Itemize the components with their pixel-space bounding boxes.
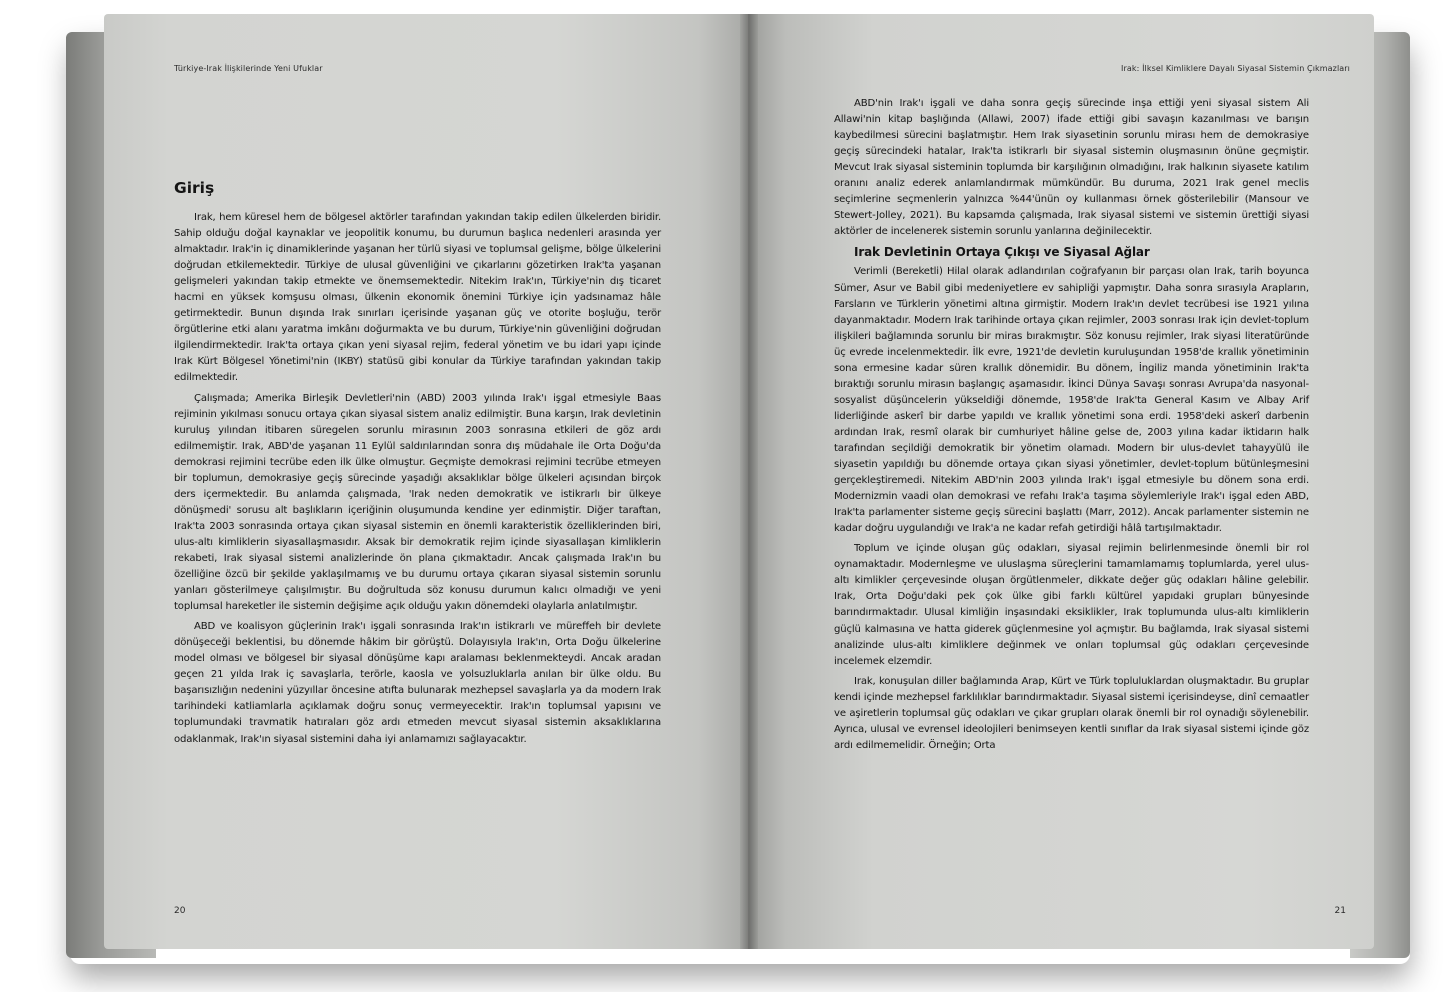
left-paragraph-2: Çalışmada; Amerika Birleşik Devletleri'nin (ABD) 2003 yılında Irak'ı işgal etmesiyle Baas rejiminin yıkılması sonucu ortaya çıkan siyasal sistem analiz edilmiştir. Buna karşın, Irak devletinin kuruluş yılından itibaren süregelen sorunlu mirasının 2003 sonrasına etkileri de göz ardı edilmemiştir. Irak, ABD'de yaşanan 11 Eylül saldırılarından sonra dış müdahale ile Orta Doğu'da demokrasi rejimini tecrübe eden ilk ülke olmuştur. Geçmişte demokrasi rejimini tecrübe etmeyen bir toplumun, demokrasiye geçiş sürecinde yaşadığı aksaklıklar bölge ülkeleri açısından birçok ders içermektedir. Bu anlamda çalışmada, 'Irak neden demokratik ve istikrarlı bir ülkeye dönüşmedi' sorusu alt başlıkların içeriğinin oluşumunda kendine yer edinmiştir. Diğer taraftan, Irak'ta 2003 sonrasında ortaya çıkan siyasal sistemin en önemli karakteristik özelliklerinden biri, ulus-altı kimliklerin siyasallaşmasıdır. Aksak bir demokratik rejim içinde siyasallaşan kimliklerin rekabeti, Irak siyasal sistemi analizlerinde ön plana çıkmaktadır. Ancak çalışmada Irak'ın bu özelliğine özcü bir şekilde yaklaşılmamış ve bu durumu ortaya çıkaran siyasal sistemin sorunlu yanları gösterilmeye çalışılmıştır. Bu doğrultuda söz konusu durumun kalıcı olmadığı ve yeni toplumsal hareketler ile sistemin değişime açık olduğu yakın dönemdeki olaylarla anlatılmıştır. [174,392,661,613]
right-paragraph-4: Irak, konuşulan diller bağlamında Arap, Kürt ve Türk topluluklardan oluşmaktadır. Bu gruplar kendi içinde mezhepsel farklılıklar barındırmaktadır. Siyasal sistemi içerisindeyse, dinî cemaatler ve aşiretlerin toplumsal güç odakları ve çıkar grupları olarak önemli bir rol oynadığı söylenebilir. Ayrıca, ulusal ve evrensel ideolojileri benimseyen kentli sınıflar da Irak siyasal sistemi içinde göz ardı edilmemelidir. Örneğin; Orta [834,675,1309,751]
left-paragraph-1: Irak, hem küresel hem de bölgesel aktörler tarafından yakından takip edilen ülkelerden biridir. Sahip olduğu doğal kaynaklar ve jeopolitik konumu, bu durumun başlıca nedenleri arasında yer almaktadır. Irak'in iç dinamiklerinde yaşanan her türlü siyasi ve toplumsal gelişme, bölge ülkelerini doğrudan etkilemektedir. Türkiye de ulusal güvenliğini ve çıkarlarını gözetirken Irak'ta yaşanan gelişmeleri yakından takip etmekte ve önemsemektedir. Nitekim Irak'ın, Türkiye'nin dış ticaret hacmi en yüksek komşusu olması, ülkenin ekonomik önemini Türkiye için yadsınamaz hâle getirmektedir. Bunun dışında Irak sınırları içerisinde yaşanan güç ve otorite boşluğu, terör örgütlerine etki alanı yaratma imkânı doğurmakta ve bu durum, Türkiye'nin güvenliğini doğrudan ilgilendirmektedir. Irak'ta ortaya çıkan yeni siyasal rejim, federal yönetim ve bu idari yapı içinde Irak Kürt Bölgesel Yönetimi'nin (IKBY) statüsü gibi konular da Türkiye tarafından yakından takip edilmektedir. [174,212,661,384]
left-paragraph-3: ABD ve koalisyon güçlerinin Irak'ı işgali sonrasında Irak'ın istikrarlı ve müreffeh bir devlete dönüşeceği beklentisi, bu dönemde hâkim bir görüştü. Dolayısıyla Irak'ın, Orta Doğu ülkelerine model olması ve bölgesel bir siyasal dönüşüme kapı aralaması beklenmekteydi. Ancak aradan geçen 21 yılda Irak iç savaşlarla, terörle, kaosla ve yolsuzluklarla anılan bir ülke oldu. Bu başarısızlığın nedenini yüzyıllar öncesine atıfta bulunarak mezhepsel savaşlarla ya da modern Irak tarihindeki katliamlarla açıklamak doğru sonuç vermeyecektir. Irak'ın toplumsal yapısını ve toplumundaki travmatik hatıraları göz ardı etmeden mevcut siyasal sistemin aksaklıklarına odaklanmak, Irak'ın siyasal sistemini daha iyi anlamamızı sağlayacaktır. [174,621,661,745]
right-page-number: 21 [1334,906,1346,916]
right-paragraph-1: ABD'nin Irak'ı işgali ve daha sonra geçiş sürecinde inşa ettiği yeni siyasal sistem Ali Allawi'nin kitap başlığında (Allawi, 2007) ifade ettiği gibi savaşın kazanılması ve barışın kaybedilmesi sürecini başlatmıştır. Hem Irak siyasetinin sorunlu mirası hem de demokrasiye geçiş sürecindeki hatalar, Irak'ta istikrarlı bir siyasal sistemin oluşmasının önüne geçmiştir. Mevcut Irak siyasal sisteminin toplumda bir karşılığının olmadığını, Irak halkının siyasete katılım oranını analiz ederek anlamlandırmak mümkündür. Bu duruma, 2021 Irak genel meclis seçimlerine seçmenlerin yalnızca %44'ünün oy kullanması örnek gösterilebilir (Mansour ve Stewert-Jolley, 2021). Bu kapsamda çalışmada, Irak siyasal sistemi ve sistemin ürettiği siyasi aktörler de incelenerek sistemin sorunlu yanlarına değinilecektir. [834,98,1309,238]
left-running-head: Türkiye-Irak İlişkilerinde Yeni Ufuklar [174,64,323,73]
right-paragraph-3: Toplum ve içinde oluşan güç odakları, siyasal rejimin belirlenmesinde önemli bir rol oynamaktadır. Modernleşme ve uluslaşma süreçlerini tamamlamamış toplumlarda, yerel ulus-altı kimlikler çerçevesinde oluşan örgütlenmeler, dikkate değer güç odakları hâline gelebilir. Irak, Orta Doğu'daki pek çok ülke gibi farklı kültürel yapıdaki grupları bünyesinde barındırmaktadır. Ulusal kimliğin inşasındaki eksiklikler, Irak toplumunda ulus-altı kimliklerin güçlü kalmasına ve hatta giderek güçlenmesine yol açmıştır. Bu bağlamda, Irak siyasal sistemi analizinde ulus-altı kimliklere değinmek ve onları toplumsal güç odakları çerçevesinde incelemek elzemdir. [834,543,1309,667]
left-page-number: 20 [174,906,186,916]
left-page [104,14,750,949]
book-gutter [740,14,758,949]
right-running-head: Irak: İlksel Kimliklere Dayalı Siyasal Sistemin Çıkmazları [1121,64,1350,73]
left-body-text [174,210,661,752]
section-title: Irak Devletinin Ortaya Çıkışı ve Siyasal Ağlar [854,245,1150,260]
open-book [40,14,1410,959]
right-body-text [834,96,1309,758]
chapter-title: Giriş [174,179,215,197]
right-page [748,14,1374,949]
right-paragraph-2: Verimli (Bereketli) Hilal olarak adlandırılan coğrafyanın bir parçası olan Irak, tarih boyunca Sümer, Asur ve Babil gibi medeniyetlere ev sahipliği yapmıştır. Daha sonra sırasıyla Arapların, Farsların ve Türklerin yönetimi altına girmiştir. Modern Irak'ın devlet tecrübesi ise 1921 yılına dayanmaktadır. Modern Irak tarihinde ortaya çıkan rejimler, 2003 sonrası Irak için devlet-toplum ilişkileri bağlamında sorunlu bir miras bırakmıştır. Söz konusu rejimler, Irak siyasi literatüründe üç evrede incelenmektedir. İlk evre, 1921'de devletin kuruluşundan 1958'de krallık yönetiminin sona ermesine kadar süren krallık dönemidir. Bu dönem, İngiliz manda yönetiminin Irak'ta bıraktığı sorunlu mirasın başlangıç aşamasıdır. İkinci Dünya Savaşı sonrası Avrupa'da nasyonal-sosyalist düşüncelerin yükseldiği dönemde, 1958'de Irak'ta General Kasım ve Albay Arif liderliğinde askerî bir darbe yapıldı ve krallık yönetimi sona erdi. 1958'deki askerî darbenin ardından Irak, resmî olarak bir cumhuriyet hâline gelse de, 2003 yılına kadar iktidarın halk tarafından seçildiği demokratik bir yönetim olamadı. Modern bir ulus-devlet tahayyülü ile siyasetin yapıldığı bu dönemde ortaya çıkan siyasi yönetimler, devlet-toplum bütünleşmesini gerçekleştiremedi. Nitekim ABD'nin 2003 yılında Irak'ı işgal etmesiyle bu dönem sona erdi. Modernizmin vaadi olan demokrasi ve refahı Irak'a taşıma söylemleriyle Irak'ı işgal eden ABD, Irak'ta parlamenter sisteme geçiş sürecini başlattı (Marr, 2012). Ancak parlamenter sistemin ne kadar doğru uygulandığı ve Irak'a ne kadar refah getirdiği hâlâ tartışılmaktadır. [834,266,1309,535]
